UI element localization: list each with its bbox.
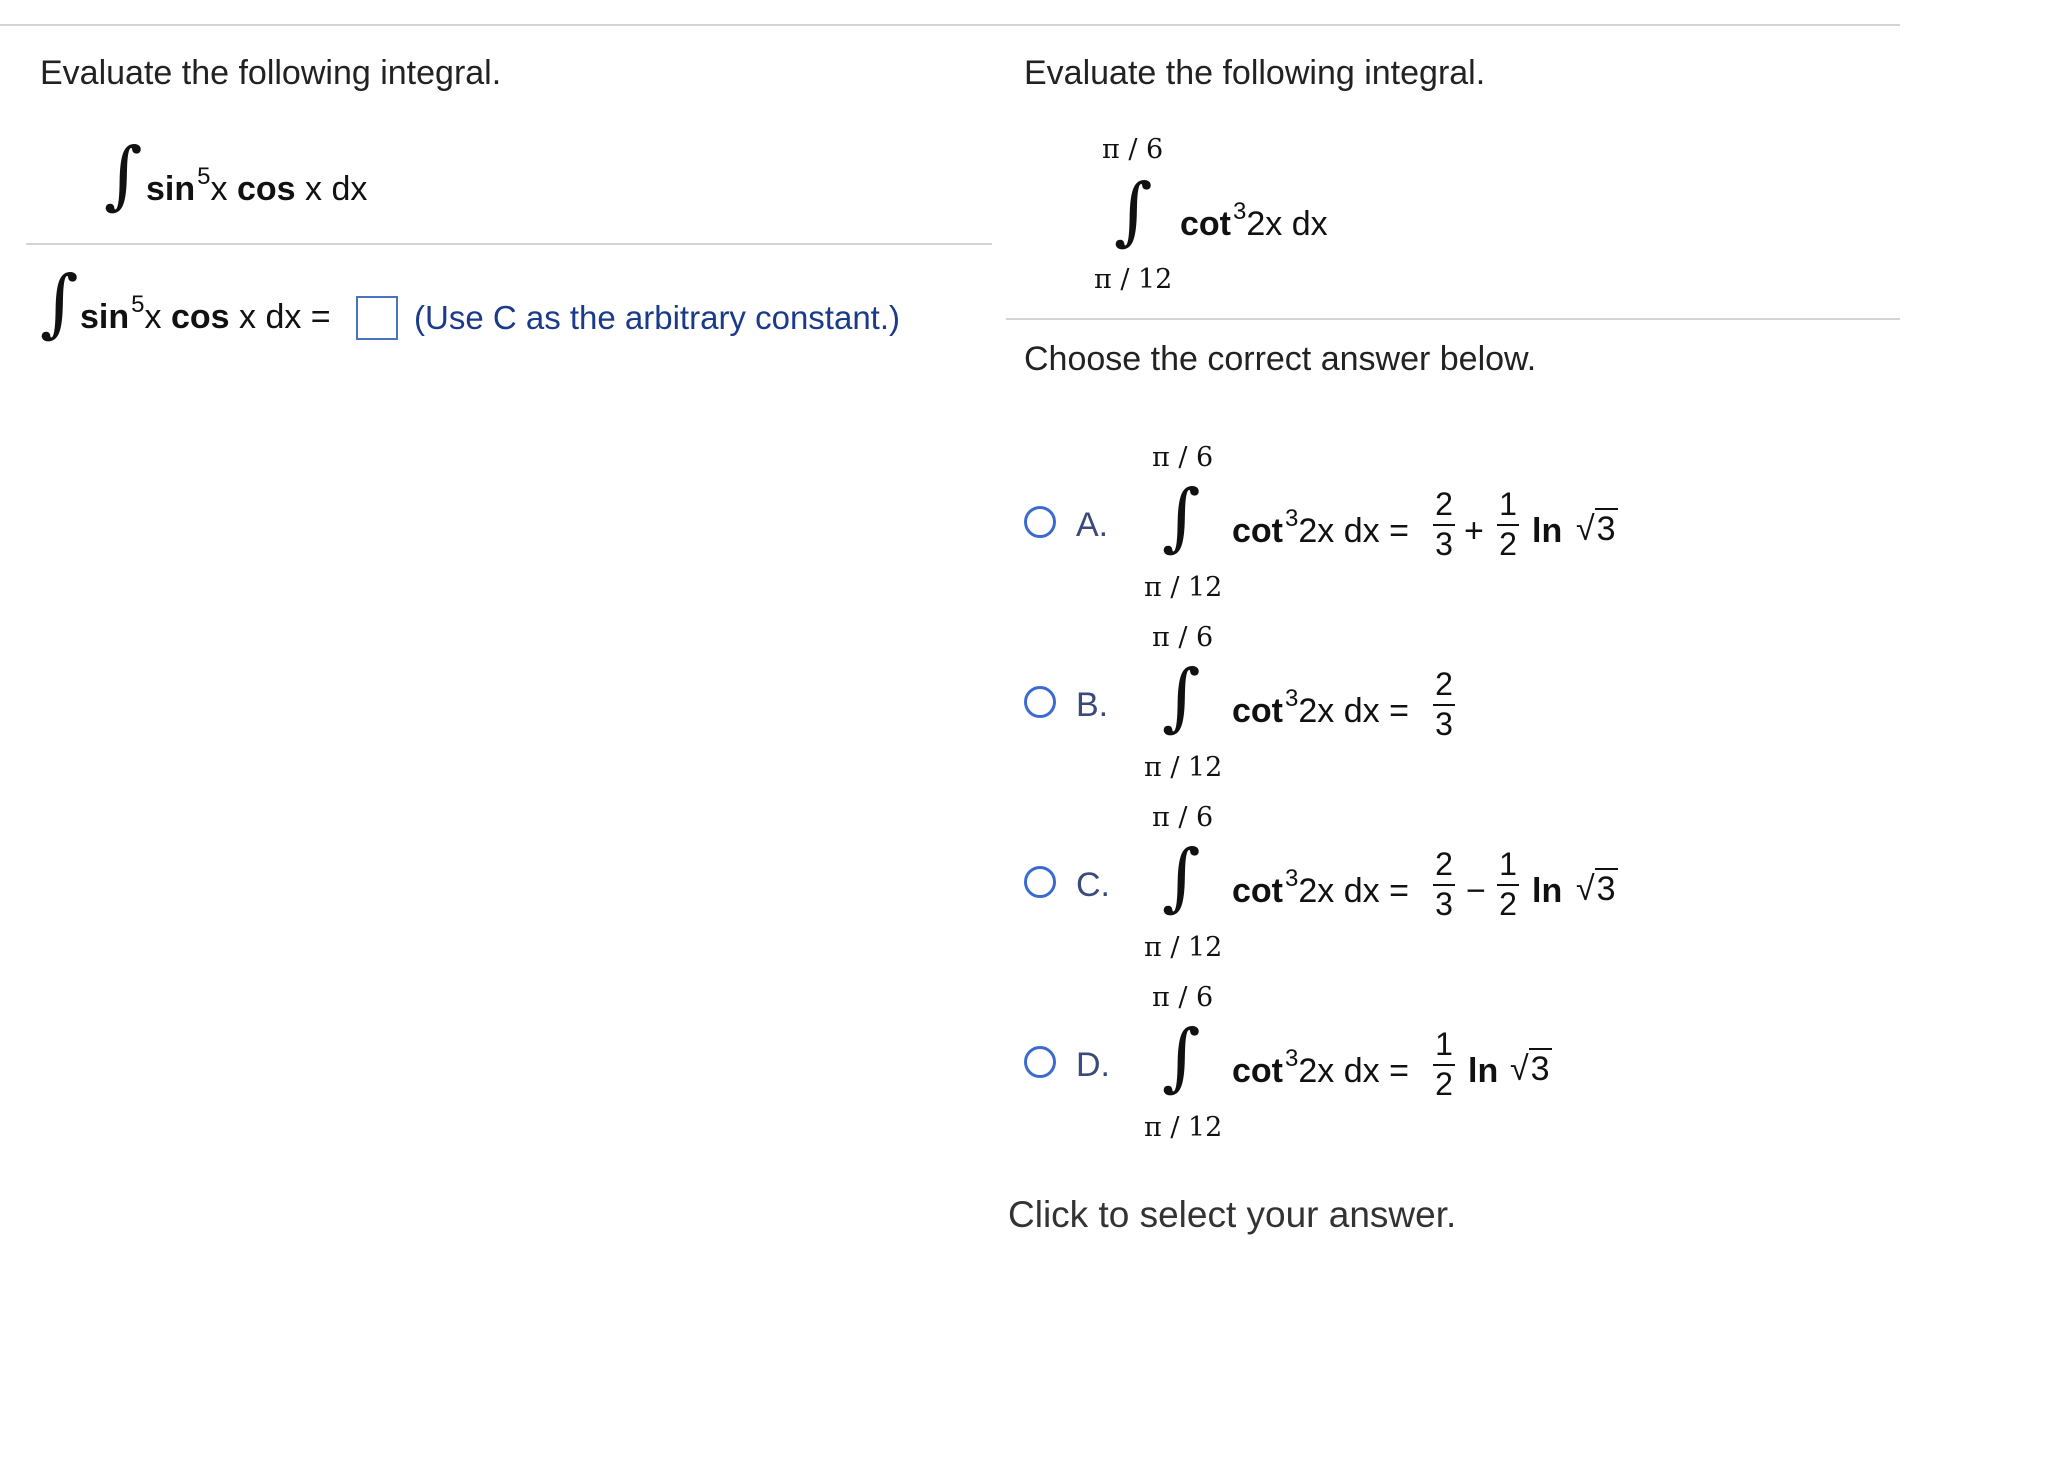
ln-function: ln — [1532, 512, 1563, 550]
integral-sign: ∫ — [1114, 168, 1153, 254]
variable: x — [144, 298, 162, 336]
differential-equals: dx = — [1343, 1052, 1409, 1090]
lower-limit: π / 12 — [1144, 752, 1223, 783]
differential-equals: dx = — [1343, 872, 1409, 910]
right-integrand — [1180, 198, 1328, 243]
upper-limit: π / 6 — [1152, 622, 1214, 653]
cot-function: cot — [1232, 512, 1283, 550]
constant-note: (Use C as the arbitrary constant.) — [414, 299, 901, 336]
argument: 2x — [1298, 512, 1335, 550]
differential-equals: dx = — [1343, 692, 1409, 730]
cot-function: cot — [1232, 872, 1283, 910]
differential: dx — [331, 170, 368, 208]
cos-function: cos — [170, 298, 230, 336]
argument: 2x — [1298, 1052, 1335, 1090]
ln-function: ln — [1468, 1052, 1499, 1090]
option-letter: D. — [1076, 1046, 1110, 1084]
radical-sign: √ — [1510, 1050, 1529, 1088]
integral-sign: ∫ — [1162, 834, 1201, 920]
option-integrand — [1232, 505, 1409, 550]
differential-equals: dx = — [1343, 512, 1409, 550]
option-letter: B. — [1076, 686, 1109, 724]
radio-button-a[interactable] — [1024, 506, 1056, 538]
fraction-two-thirds: 2 3 — [1432, 488, 1456, 560]
square-root: √3 — [1576, 870, 1616, 908]
cot-function: cot — [1232, 1052, 1283, 1090]
argument: 2x — [1298, 692, 1335, 730]
radical-sign: √ — [1576, 510, 1595, 548]
exponent: 3 — [1233, 198, 1247, 225]
exponent: 3 — [1285, 685, 1299, 712]
top-divider — [0, 24, 1900, 26]
variable: x — [238, 298, 256, 336]
integral-sign: ∫ — [40, 260, 79, 346]
cot-function: cot — [1232, 692, 1283, 730]
lower-limit: π / 12 — [1144, 932, 1223, 963]
option-letter: C. — [1076, 866, 1110, 904]
fraction-one-half: 1 2 — [1496, 488, 1520, 560]
minus-operator: − — [1466, 872, 1486, 910]
fraction-one-half: 1 2 — [1496, 848, 1520, 920]
answer-input-box[interactable] — [356, 296, 398, 340]
differential-equals: dx = — [265, 298, 331, 336]
choose-prompt: Choose the correct answer below. — [1024, 340, 1537, 378]
integral-sign: ∫ — [1162, 654, 1201, 740]
exponent: 3 — [1285, 865, 1299, 892]
differential: dx — [1291, 205, 1328, 243]
right-divider — [1006, 318, 1900, 320]
right-instruction: Evaluate the following integral. — [1024, 54, 1486, 92]
option-integrand — [1232, 865, 1409, 910]
argument: 2x — [1246, 205, 1283, 243]
lower-limit: π / 12 — [1144, 1112, 1223, 1143]
integral-sign: ∫ — [1162, 1014, 1201, 1100]
option-letter: A. — [1076, 506, 1109, 544]
integral-sign: ∫ — [104, 132, 143, 218]
radical-sign: √ — [1576, 870, 1595, 908]
fraction-one-half: 1 2 — [1432, 1028, 1456, 1100]
ln-function: ln — [1532, 872, 1563, 910]
fraction-two-thirds: 2 3 — [1432, 848, 1456, 920]
sin-function: sin — [80, 298, 130, 336]
plus-operator: + — [1464, 512, 1484, 550]
exponent: 3 — [1285, 505, 1299, 532]
radio-button-d[interactable] — [1024, 1046, 1056, 1078]
left-integrand — [146, 163, 368, 208]
fraction-two-thirds: 2 3 — [1432, 668, 1456, 740]
exponent: 5 — [197, 163, 211, 190]
cos-function: cos — [236, 170, 296, 208]
radio-button-b[interactable] — [1024, 686, 1056, 718]
select-answer-hint: Click to select your answer. — [1008, 1194, 1457, 1235]
option-integrand — [1232, 1045, 1409, 1090]
exponent: 5 — [131, 291, 145, 318]
lower-limit: π / 12 — [1144, 572, 1223, 603]
exponent: 3 — [1285, 1045, 1299, 1072]
argument: 2x — [1298, 872, 1335, 910]
upper-limit: π / 6 — [1102, 134, 1164, 165]
answer-integrand — [80, 291, 331, 336]
cot-function: cot — [1180, 205, 1231, 243]
left-divider — [26, 243, 992, 245]
upper-limit: π / 6 — [1152, 442, 1214, 473]
sin-function: sin — [146, 170, 196, 208]
variable: x — [304, 170, 322, 208]
square-root: √3 — [1576, 510, 1616, 548]
variable: x — [210, 170, 228, 208]
option-integrand — [1232, 685, 1409, 730]
square-root: √3 — [1510, 1050, 1550, 1088]
upper-limit: π / 6 — [1152, 982, 1214, 1013]
radio-button-c[interactable] — [1024, 866, 1056, 898]
upper-limit: π / 6 — [1152, 802, 1214, 833]
left-instruction: Evaluate the following integral. — [40, 54, 502, 92]
integral-sign: ∫ — [1162, 474, 1201, 560]
lower-limit: π / 12 — [1094, 264, 1173, 295]
